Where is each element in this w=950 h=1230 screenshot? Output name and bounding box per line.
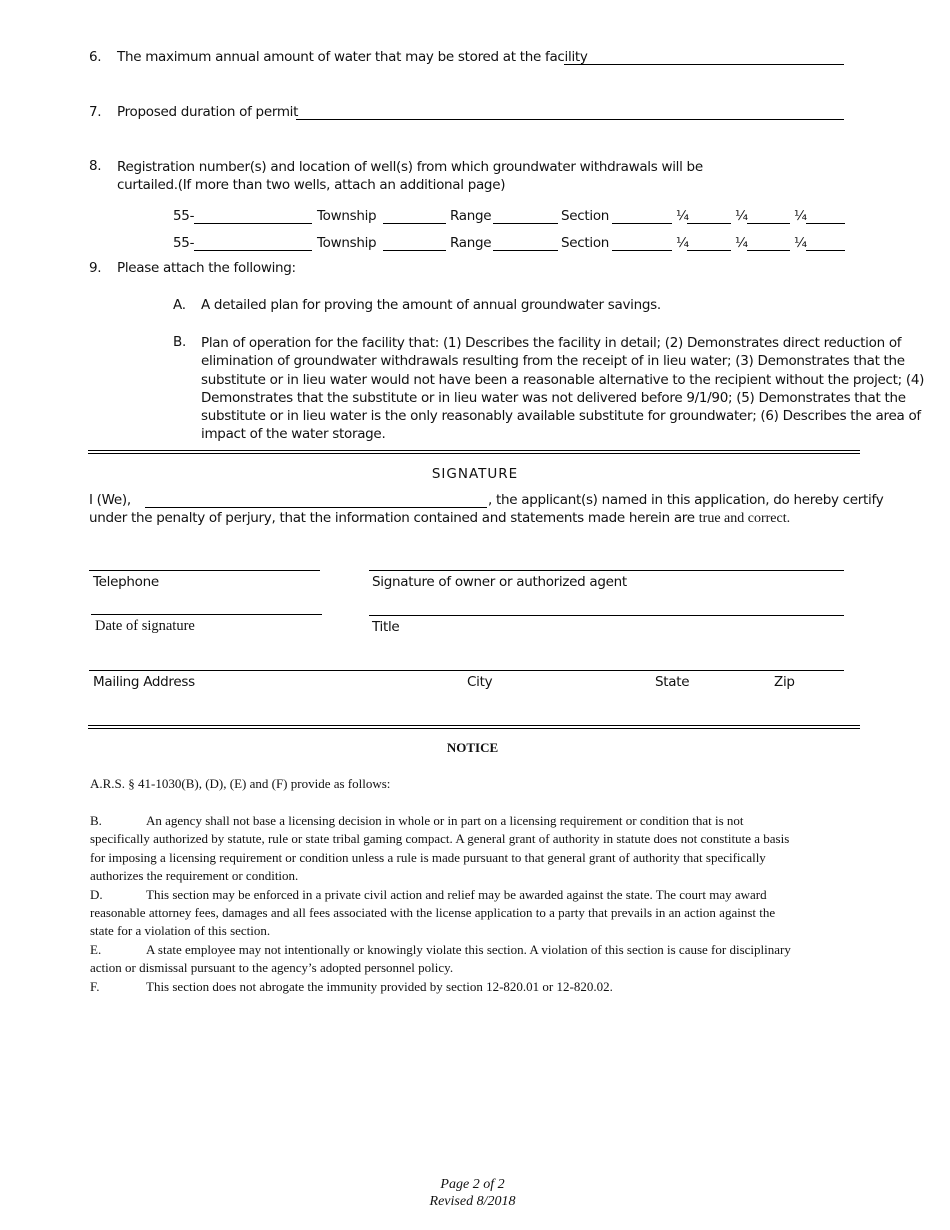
item-9b-line: Demonstrates that the substitute or in lieu water was not delivered before 9/1/90; (5) Demonstrates that the xyxy=(201,389,906,406)
well-prefix: 55- xyxy=(173,208,195,224)
notice-d xyxy=(90,886,860,941)
well-row-2 xyxy=(173,235,853,255)
item-9b-line: substitute or in lieu water is the only reasonably available substitute for groundwater; (6) Describes the area of xyxy=(201,408,921,425)
certify-suffix: , the applicant(s) named in this application, do hereby certify xyxy=(488,492,884,508)
item-6 xyxy=(89,49,101,65)
item-9a-label: A. xyxy=(173,297,186,313)
quarter-label: ¼ xyxy=(735,208,748,224)
notice-f xyxy=(90,978,860,996)
item-6-number: 6. xyxy=(89,49,102,65)
item-7-label: Proposed duration of permit xyxy=(117,104,299,120)
quarter-label: ¼ xyxy=(676,235,689,251)
notice-f-label: F. xyxy=(90,978,100,994)
certify-line2-text: under the penalty of perjury, that the information contained and statements made herein are xyxy=(89,510,695,526)
item-6-label: The maximum annual amount of water that may be stored at the facility xyxy=(117,49,588,65)
well-2-quarter2-field[interactable] xyxy=(747,250,790,251)
well-1-registration-field[interactable] xyxy=(194,223,312,224)
well-2-quarter3-field[interactable] xyxy=(806,250,845,251)
well-2-section-field[interactable] xyxy=(612,250,672,251)
item-9-number: 9. xyxy=(89,260,102,276)
range-label: Range xyxy=(450,235,492,251)
item-9a-text: A detailed plan for proving the amount of annual groundwater savings. xyxy=(201,297,661,313)
notice-e-label: E. xyxy=(90,941,102,957)
certify-line2-end: true and correct. xyxy=(698,511,791,526)
date-field[interactable] xyxy=(91,614,322,615)
quarter-label: ¼ xyxy=(735,235,748,251)
item-8-label xyxy=(117,158,703,195)
well-2-quarter1-field[interactable] xyxy=(687,250,731,251)
applicant-name-field[interactable] xyxy=(145,507,487,508)
quarter-label: ¼ xyxy=(676,208,689,224)
quarter-label: ¼ xyxy=(794,235,807,251)
notice-b-line: for imposing a licensing requirement or condition unless a rule is made pursuant to that general grant of authority that specifically xyxy=(90,849,766,865)
notice-e-line: action or dismissal pursuant to the agency’s adopted personnel policy. xyxy=(90,960,454,976)
well-1-range-field[interactable] xyxy=(493,223,558,224)
township-label: Township xyxy=(317,235,377,251)
signature-heading: SIGNATURE xyxy=(431,466,519,482)
item-9-label: Please attach the following: xyxy=(117,260,296,276)
notice-b-line: specifically authorized by statute, rule or state tribal gaming compact. A general grant of authority in statute does not constitute a basis xyxy=(90,831,790,847)
notice-e xyxy=(90,941,860,978)
title-label: Title xyxy=(372,619,400,635)
title-field[interactable] xyxy=(369,615,844,616)
revision-date: Revised 8/2018 xyxy=(429,1194,516,1209)
well-row-1 xyxy=(173,208,853,228)
quarter-label: ¼ xyxy=(794,208,807,224)
well-2-township-field[interactable] xyxy=(383,250,446,251)
item-8-number: 8. xyxy=(89,158,102,174)
notice-b xyxy=(90,812,860,886)
notice-d-line: This section may be enforced in a private civil action and relief may be awarded against the state. The court may award xyxy=(146,886,767,902)
telephone-field[interactable] xyxy=(89,570,320,571)
max-water-field[interactable] xyxy=(564,64,844,65)
notice-d-line: state for a violation of this section. xyxy=(90,923,271,939)
notice-e-line: A state employee may not intentionally or knowingly violate this section. A violation of this section is cause for disciplinary xyxy=(146,941,791,957)
notice-b-line: An agency shall not base a licensing decision in whole or in part on a licensing requirement or condition that is not xyxy=(146,813,744,828)
permit-duration-field[interactable] xyxy=(296,119,844,120)
mailing-address-field[interactable] xyxy=(89,670,844,671)
notice-heading: NOTICE xyxy=(446,740,499,755)
item-9b-text xyxy=(201,334,925,444)
page-footer xyxy=(0,1176,945,1210)
owner-signature-field[interactable] xyxy=(369,570,844,571)
zip-label: Zip xyxy=(774,674,795,690)
city-label: City xyxy=(467,674,493,690)
section-divider xyxy=(88,725,860,729)
section-label: Section xyxy=(561,208,610,224)
owner-signature-label: Signature of owner or authorized agent xyxy=(372,574,627,590)
mailing-address-label: Mailing Address xyxy=(93,674,195,690)
well-1-section-field[interactable] xyxy=(612,223,672,224)
well-2-range-field[interactable] xyxy=(493,250,558,251)
certify-prefix: I (We), xyxy=(89,492,131,508)
item-9b-line: substitute or in lieu water would not have been a reasonable alternative to the recipient without the project; (4) xyxy=(201,371,925,388)
item-9b-label: B. xyxy=(173,334,186,350)
item-8-line2: curtailed.(If more than two wells, attach an additional page) xyxy=(117,177,506,194)
notice-d-line: reasonable attorney fees, damages and all fees associated with the license application to a party that prevails in an action against the xyxy=(90,905,776,921)
well-prefix: 55- xyxy=(173,235,195,251)
state-label: State xyxy=(655,674,690,690)
notice-body xyxy=(90,812,860,996)
notice-d-label: D. xyxy=(90,886,103,902)
range-label: Range xyxy=(450,208,492,224)
notice-intro: A.R.S. § 41-1030(B), (D), (E) and (F) provide as follows: xyxy=(90,776,391,791)
item-8-line1: Registration number(s) and location of well(s) from which groundwater withdrawals will be xyxy=(117,159,703,175)
notice-b-label: B. xyxy=(90,813,102,828)
township-label: Township xyxy=(317,208,377,224)
item-7-number: 7. xyxy=(89,104,102,120)
notice-f-text: This section does not abrogate the immunity provided by section 12-820.01 or 12-820.02. xyxy=(146,978,613,994)
well-1-quarter1-field[interactable] xyxy=(687,223,731,224)
page-number: Page 2 of 2 xyxy=(440,1177,505,1192)
well-2-registration-field[interactable] xyxy=(194,250,312,251)
telephone-label: Telephone xyxy=(93,574,159,590)
certify-line2 xyxy=(89,510,790,527)
well-1-quarter2-field[interactable] xyxy=(747,223,790,224)
section-label: Section xyxy=(561,235,610,251)
section-divider xyxy=(88,450,860,454)
well-1-township-field[interactable] xyxy=(383,223,446,224)
item-9b-line: elimination of groundwater withdrawals resulting from the receipt of in lieu water; (3) Demonstrates that the xyxy=(201,353,905,370)
date-label: Date of signature xyxy=(95,618,195,634)
item-9b-line: Plan of operation for the facility that: (1) Describes the facility in detail; (2) Demonstrates direct reduction of xyxy=(201,335,902,351)
well-1-quarter3-field[interactable] xyxy=(806,223,845,224)
item-9b-line: impact of the water storage. xyxy=(201,426,386,443)
notice-b-line: authorizes the requirement or condition. xyxy=(90,868,299,884)
